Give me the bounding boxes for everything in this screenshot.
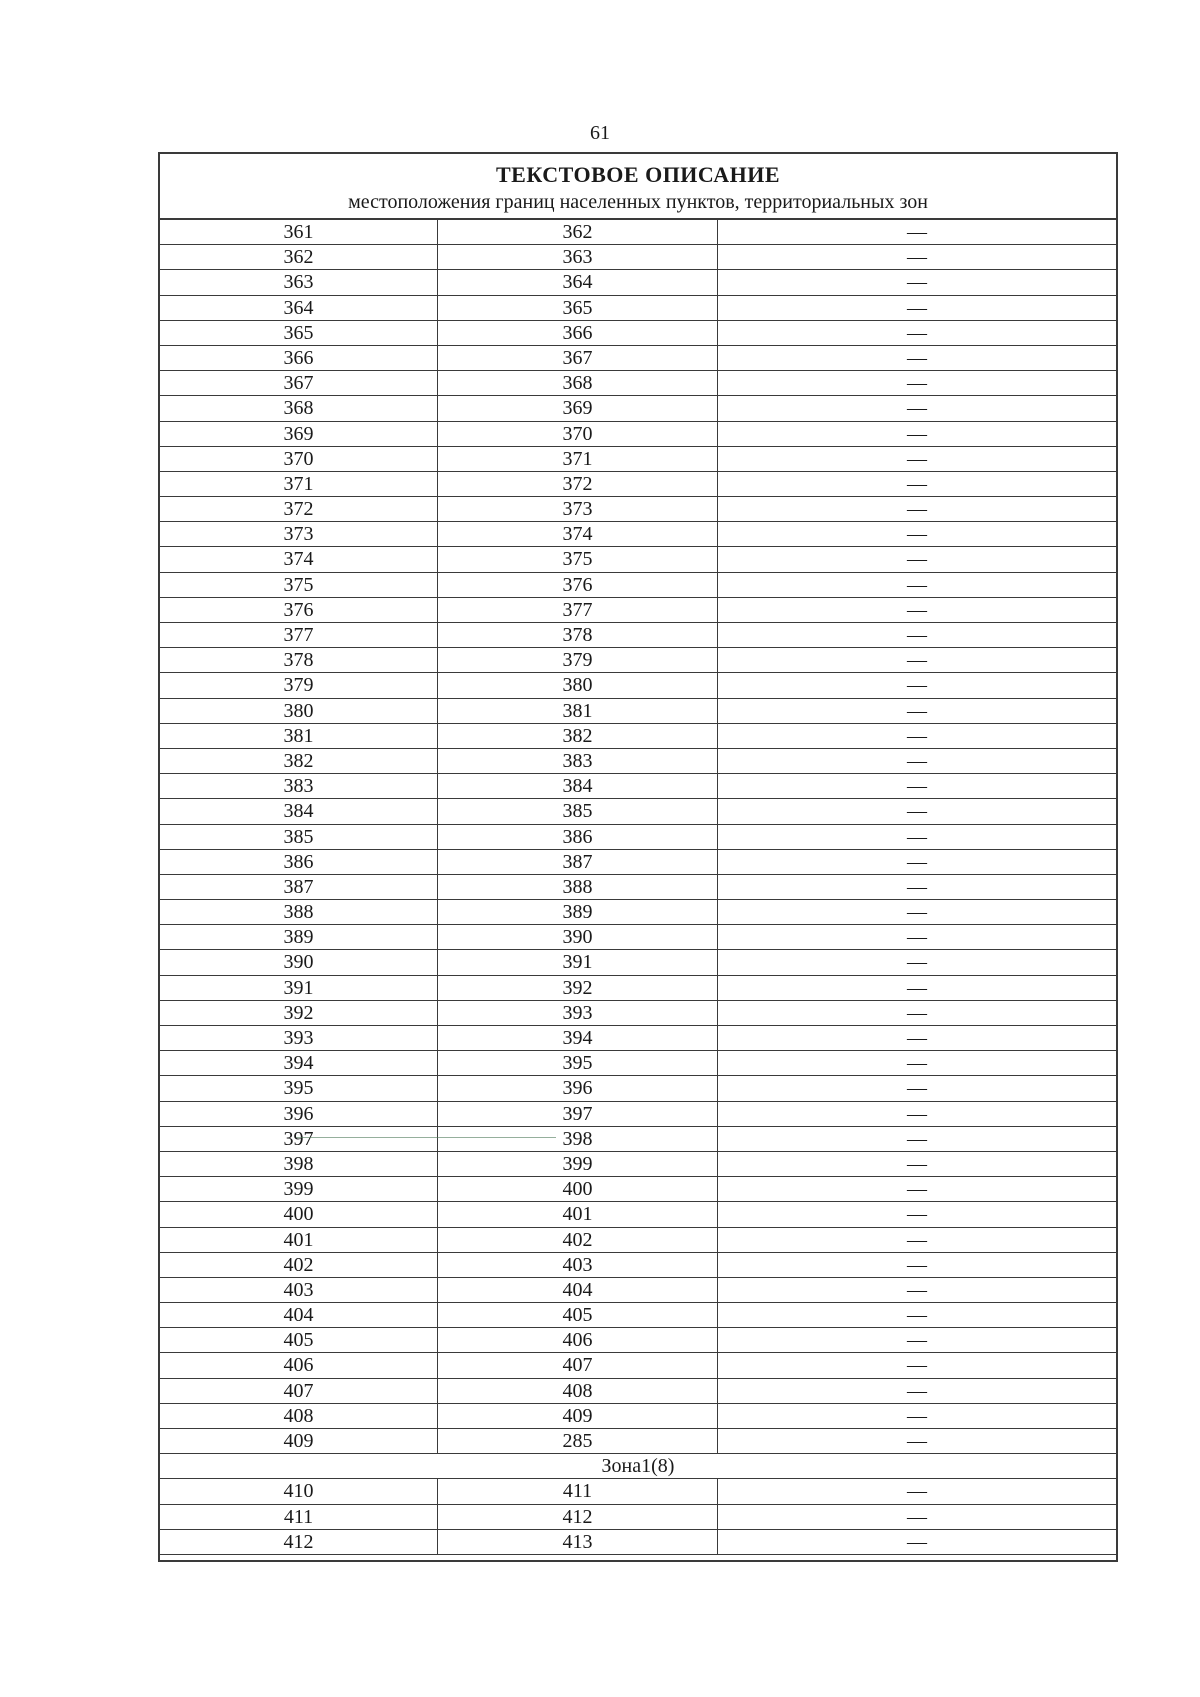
point-from-cell: 367 bbox=[160, 371, 438, 395]
table-row bbox=[160, 1228, 1116, 1253]
table-row bbox=[160, 850, 1116, 875]
table-row bbox=[160, 1328, 1116, 1353]
point-to-cell: 364 bbox=[438, 270, 718, 294]
table-body bbox=[160, 220, 1116, 1555]
point-from-cell: 369 bbox=[160, 422, 438, 446]
description-cell: — bbox=[907, 649, 927, 672]
boundary-table bbox=[158, 152, 1118, 1562]
description-cell: — bbox=[907, 346, 927, 369]
point-from-cell: 365 bbox=[160, 321, 438, 345]
table-row bbox=[160, 875, 1116, 900]
point-to-cell: 381 bbox=[438, 699, 718, 723]
description-cell: — bbox=[907, 372, 927, 395]
table-row bbox=[160, 1353, 1116, 1378]
table-row bbox=[160, 950, 1116, 975]
point-to-cell: 368 bbox=[438, 371, 718, 395]
point-from-cell: 412 bbox=[160, 1530, 438, 1554]
point-from-cell: 383 bbox=[160, 774, 438, 798]
table-row bbox=[160, 547, 1116, 572]
point-from-cell: 400 bbox=[160, 1202, 438, 1226]
description-cell: — bbox=[907, 1228, 927, 1251]
point-from-cell: 361 bbox=[160, 220, 438, 244]
description-cell: — bbox=[907, 1178, 927, 1201]
description-cell: — bbox=[907, 1304, 927, 1327]
description-cell: — bbox=[907, 1278, 927, 1301]
table-row bbox=[160, 1379, 1116, 1404]
point-to-cell: 375 bbox=[438, 547, 718, 571]
point-to-cell: 407 bbox=[438, 1353, 718, 1377]
table-subtitle: местоположения границ населенных пунктов, территориальных зон bbox=[348, 191, 928, 213]
description-cell: — bbox=[907, 598, 927, 621]
description-cell: — bbox=[907, 321, 927, 344]
table-row bbox=[160, 396, 1116, 421]
description-cell: — bbox=[907, 422, 927, 445]
table-row bbox=[160, 270, 1116, 295]
description-cell: — bbox=[907, 901, 927, 924]
point-from-cell: 379 bbox=[160, 673, 438, 697]
point-to-cell: 391 bbox=[438, 950, 718, 974]
point-to-cell: 372 bbox=[438, 472, 718, 496]
table-row bbox=[160, 1404, 1116, 1429]
table-row bbox=[160, 1051, 1116, 1076]
description-cell: — bbox=[907, 1027, 927, 1049]
table-row bbox=[160, 1102, 1116, 1127]
point-to-cell: 404 bbox=[438, 1278, 718, 1302]
point-from-cell: 363 bbox=[160, 270, 438, 294]
table-row bbox=[160, 245, 1116, 270]
point-to-cell: 389 bbox=[438, 900, 718, 924]
zone-label: Зона1(8) bbox=[601, 1455, 675, 1478]
description-cell: — bbox=[907, 1102, 927, 1125]
table-row bbox=[160, 1202, 1116, 1227]
point-to-cell: 371 bbox=[438, 447, 718, 471]
description-cell: — bbox=[907, 523, 927, 546]
table-row bbox=[160, 900, 1116, 925]
point-to-cell: 413 bbox=[438, 1530, 718, 1554]
point-from-cell: 362 bbox=[160, 245, 438, 269]
description-cell: — bbox=[907, 221, 927, 243]
table-row bbox=[160, 1278, 1116, 1303]
point-to-cell: 395 bbox=[438, 1051, 718, 1075]
description-cell: — bbox=[907, 1152, 927, 1175]
point-to-cell: 396 bbox=[438, 1076, 718, 1100]
table-row bbox=[160, 573, 1116, 598]
point-from-cell: 402 bbox=[160, 1253, 438, 1277]
point-to-cell: 370 bbox=[438, 422, 718, 446]
point-from-cell: 382 bbox=[160, 749, 438, 773]
point-from-cell: 370 bbox=[160, 447, 438, 471]
table-row bbox=[160, 799, 1116, 824]
point-to-cell: 402 bbox=[438, 1228, 718, 1252]
point-to-cell: 373 bbox=[438, 497, 718, 521]
description-cell: — bbox=[907, 674, 927, 697]
point-to-cell: 394 bbox=[438, 1026, 718, 1050]
description-cell: — bbox=[907, 800, 927, 823]
description-cell: — bbox=[907, 246, 927, 269]
point-to-cell: 412 bbox=[438, 1505, 718, 1529]
point-to-cell: 384 bbox=[438, 774, 718, 798]
point-to-cell: 366 bbox=[438, 321, 718, 345]
point-from-cell: 396 bbox=[160, 1102, 438, 1126]
point-from-cell: 371 bbox=[160, 472, 438, 496]
description-cell: — bbox=[907, 775, 927, 798]
point-to-cell: 401 bbox=[438, 1202, 718, 1226]
point-from-cell: 393 bbox=[160, 1026, 438, 1050]
description-cell: — bbox=[907, 1052, 927, 1075]
table-row bbox=[160, 497, 1116, 522]
point-to-cell: 367 bbox=[438, 346, 718, 370]
table-row bbox=[160, 925, 1116, 950]
point-to-cell: 380 bbox=[438, 673, 718, 697]
point-from-cell: 387 bbox=[160, 875, 438, 899]
point-to-cell: 400 bbox=[438, 1177, 718, 1201]
description-cell: — bbox=[907, 724, 927, 747]
point-from-cell: 373 bbox=[160, 522, 438, 546]
table-row bbox=[160, 623, 1116, 648]
zone-header-row bbox=[160, 1454, 1116, 1479]
point-to-cell: 387 bbox=[438, 850, 718, 874]
description-cell: — bbox=[907, 1077, 927, 1100]
description-cell: — bbox=[907, 976, 927, 999]
point-from-cell: 368 bbox=[160, 396, 438, 420]
point-to-cell: 365 bbox=[438, 296, 718, 320]
description-cell: — bbox=[907, 624, 927, 646]
description-cell: — bbox=[907, 1127, 927, 1150]
point-from-cell: 408 bbox=[160, 1404, 438, 1428]
point-to-cell: 285 bbox=[438, 1429, 718, 1453]
point-to-cell: 385 bbox=[438, 799, 718, 823]
description-cell: — bbox=[907, 926, 927, 949]
description-cell: — bbox=[907, 1505, 927, 1528]
point-to-cell: 392 bbox=[438, 976, 718, 1000]
point-to-cell: 390 bbox=[438, 925, 718, 949]
table-row bbox=[160, 1177, 1116, 1202]
point-from-cell: 395 bbox=[160, 1076, 438, 1100]
description-cell: — bbox=[907, 397, 927, 420]
point-to-cell: 386 bbox=[438, 825, 718, 849]
point-to-cell: 403 bbox=[438, 1253, 718, 1277]
table-row bbox=[160, 673, 1116, 698]
point-from-cell: 398 bbox=[160, 1152, 438, 1176]
table-header bbox=[160, 154, 1116, 220]
point-to-cell: 376 bbox=[438, 573, 718, 597]
table-row bbox=[160, 1253, 1116, 1278]
point-from-cell: 364 bbox=[160, 296, 438, 320]
point-from-cell: 380 bbox=[160, 699, 438, 723]
point-to-cell: 406 bbox=[438, 1328, 718, 1352]
point-from-cell: 410 bbox=[160, 1479, 438, 1503]
point-to-cell: 393 bbox=[438, 1001, 718, 1025]
point-to-cell: 399 bbox=[438, 1152, 718, 1176]
point-from-cell: 401 bbox=[160, 1228, 438, 1252]
description-cell: — bbox=[907, 498, 927, 521]
point-from-cell: 376 bbox=[160, 598, 438, 622]
point-from-cell: 390 bbox=[160, 950, 438, 974]
point-to-cell: 405 bbox=[438, 1303, 718, 1327]
table-row bbox=[160, 371, 1116, 396]
description-cell: — bbox=[907, 749, 927, 772]
description-cell: — bbox=[907, 472, 927, 495]
table-row bbox=[160, 976, 1116, 1001]
table-row bbox=[160, 1026, 1116, 1051]
point-to-cell: 411 bbox=[438, 1479, 718, 1503]
point-to-cell: 382 bbox=[438, 724, 718, 748]
point-to-cell: 383 bbox=[438, 749, 718, 773]
point-from-cell: 399 bbox=[160, 1177, 438, 1201]
point-to-cell: 379 bbox=[438, 648, 718, 672]
table-row bbox=[160, 724, 1116, 749]
table-row bbox=[160, 422, 1116, 447]
table-row bbox=[160, 1530, 1116, 1555]
description-cell: — bbox=[907, 825, 927, 848]
page-number: 61 bbox=[590, 122, 610, 144]
point-from-cell: 375 bbox=[160, 573, 438, 597]
table-row bbox=[160, 1001, 1116, 1026]
table-title: ТЕКСТОВОЕ ОПИСАНИЕ bbox=[495, 162, 780, 187]
point-from-cell: 406 bbox=[160, 1353, 438, 1377]
point-to-cell: 362 bbox=[438, 220, 718, 244]
point-from-cell: 386 bbox=[160, 850, 438, 874]
table-row bbox=[160, 648, 1116, 673]
point-to-cell: 369 bbox=[438, 396, 718, 420]
table-row bbox=[160, 220, 1116, 245]
description-cell: — bbox=[907, 1253, 927, 1276]
point-from-cell: 405 bbox=[160, 1328, 438, 1352]
table-row bbox=[160, 1152, 1116, 1177]
description-cell: — bbox=[907, 1001, 927, 1024]
point-from-cell: 381 bbox=[160, 724, 438, 748]
point-from-cell: 391 bbox=[160, 976, 438, 1000]
point-to-cell: 398 bbox=[438, 1127, 718, 1151]
description-cell: — bbox=[907, 1530, 927, 1553]
description-cell: — bbox=[907, 1354, 927, 1377]
table-row bbox=[160, 699, 1116, 724]
table-row bbox=[160, 1429, 1116, 1454]
description-cell: — bbox=[907, 1379, 927, 1402]
description-cell: — bbox=[907, 447, 927, 470]
description-cell: — bbox=[907, 548, 927, 571]
table-row bbox=[160, 296, 1116, 321]
point-from-cell: 411 bbox=[160, 1505, 438, 1529]
description-cell: — bbox=[907, 951, 927, 974]
point-to-cell: 377 bbox=[438, 598, 718, 622]
point-from-cell: 377 bbox=[160, 623, 438, 647]
point-to-cell: 363 bbox=[438, 245, 718, 269]
description-cell: — bbox=[907, 271, 927, 294]
description-cell: — bbox=[907, 1430, 927, 1452]
table-row bbox=[160, 1303, 1116, 1328]
table-row bbox=[160, 1127, 1116, 1152]
point-from-cell: 403 bbox=[160, 1278, 438, 1302]
table-row bbox=[160, 825, 1116, 850]
point-from-cell: 407 bbox=[160, 1379, 438, 1403]
table-row bbox=[160, 749, 1116, 774]
description-cell: — bbox=[907, 850, 927, 873]
description-cell: — bbox=[907, 296, 927, 319]
scan-mark bbox=[296, 1137, 556, 1138]
description-cell: — bbox=[907, 1480, 927, 1503]
point-to-cell: 409 bbox=[438, 1404, 718, 1428]
table-row bbox=[160, 321, 1116, 346]
point-to-cell: 388 bbox=[438, 875, 718, 899]
description-cell: — bbox=[907, 1329, 927, 1352]
table-row bbox=[160, 1505, 1116, 1530]
point-from-cell: 409 bbox=[160, 1429, 438, 1453]
point-from-cell: 385 bbox=[160, 825, 438, 849]
description-cell: — bbox=[907, 573, 927, 596]
point-to-cell: 397 bbox=[438, 1102, 718, 1126]
table-row bbox=[160, 1479, 1116, 1504]
point-from-cell: 392 bbox=[160, 1001, 438, 1025]
description-cell: — bbox=[907, 1203, 927, 1226]
point-to-cell: 374 bbox=[438, 522, 718, 546]
point-to-cell: 378 bbox=[438, 623, 718, 647]
point-from-cell: 388 bbox=[160, 900, 438, 924]
point-from-cell: 384 bbox=[160, 799, 438, 823]
point-from-cell: 394 bbox=[160, 1051, 438, 1075]
description-cell: — bbox=[907, 1404, 927, 1427]
table-row bbox=[160, 774, 1116, 799]
point-from-cell: 397 bbox=[160, 1127, 438, 1151]
table-row bbox=[160, 472, 1116, 497]
point-from-cell: 366 bbox=[160, 346, 438, 370]
point-from-cell: 404 bbox=[160, 1303, 438, 1327]
point-from-cell: 372 bbox=[160, 497, 438, 521]
point-from-cell: 389 bbox=[160, 925, 438, 949]
description-cell: — bbox=[907, 875, 927, 898]
point-from-cell: 378 bbox=[160, 648, 438, 672]
table-row bbox=[160, 346, 1116, 371]
table-row bbox=[160, 1076, 1116, 1101]
description-cell: — bbox=[907, 699, 927, 722]
point-to-cell: 408 bbox=[438, 1379, 718, 1403]
table-row bbox=[160, 522, 1116, 547]
point-from-cell: 374 bbox=[160, 547, 438, 571]
table-row bbox=[160, 447, 1116, 472]
table-row bbox=[160, 598, 1116, 623]
